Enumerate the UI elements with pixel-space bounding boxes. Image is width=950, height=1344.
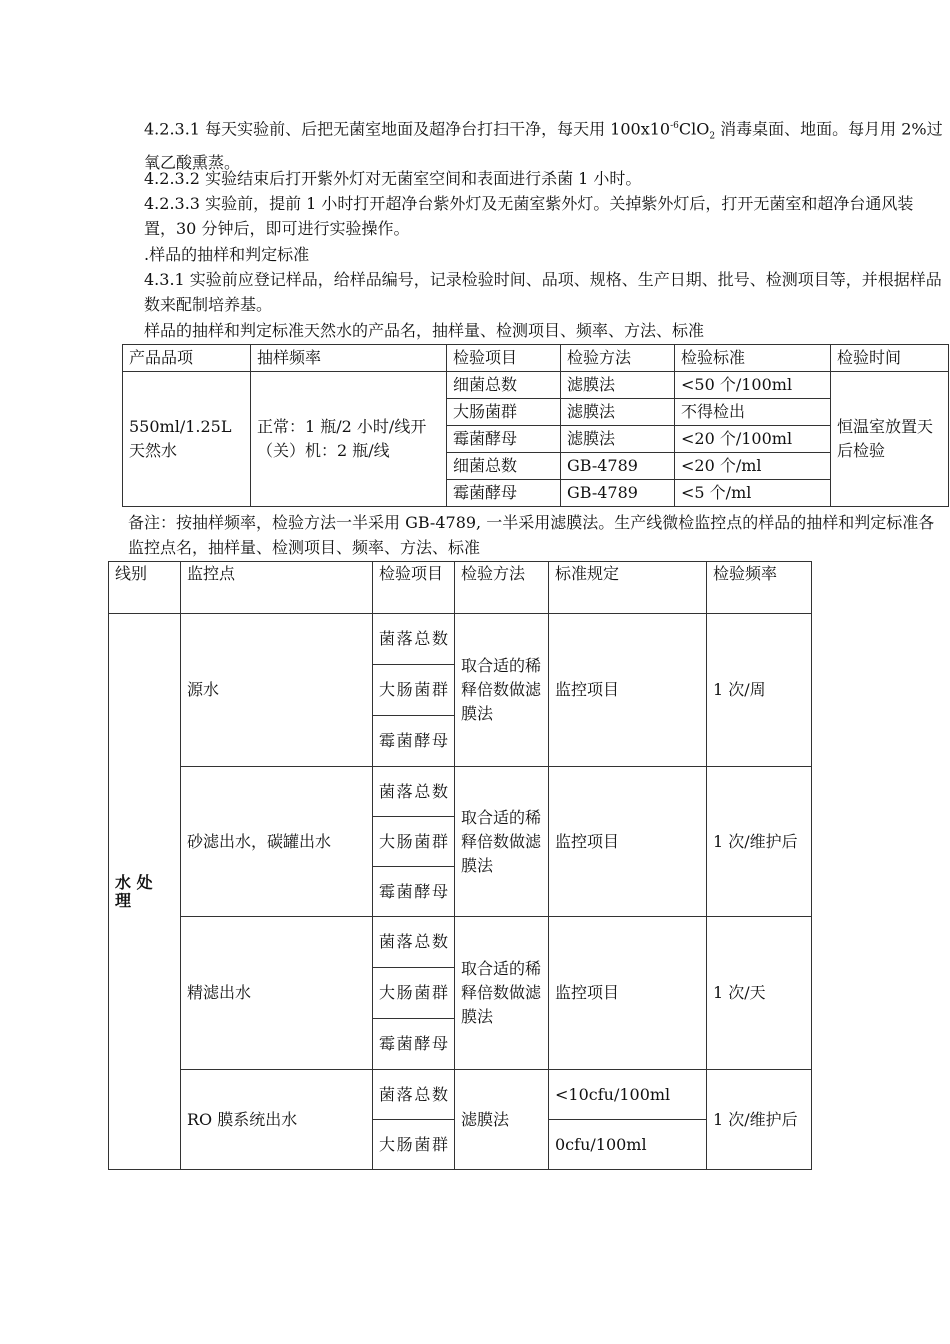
standard-cell: <5 个/ml: [675, 480, 831, 507]
item-cell: 大肠菌群: [373, 817, 455, 867]
point-cell: 源水: [181, 614, 373, 767]
standard-cell: 0cfu/100ml: [549, 1120, 707, 1170]
header-cell: 产品品项: [123, 345, 251, 372]
paragraph-4-2-3-2: 4.2.3.2 实验结束后打开紫外灯对无菌室空间和表面进行杀菌 1 小时。: [144, 169, 642, 188]
method-cell: 滤膜法: [561, 372, 675, 399]
header-cell: 监控点: [181, 562, 373, 614]
section-heading: .样品的抽样和判定标准: [144, 245, 310, 264]
sampling-table-natural-water: [122, 344, 949, 507]
item-cell: 大肠菌群: [373, 665, 455, 716]
table-header-row: [123, 345, 949, 372]
method-cell: 取合适的稀释倍数做滤膜法: [455, 767, 549, 917]
table1-caption: 样品的抽样和判定标准天然水的产品名，抽样量、检测项目、频率、方法、标准: [144, 321, 705, 340]
time-cell: 恒温室放置天后检验: [831, 372, 949, 507]
freq-cell: 1 次/天: [707, 917, 812, 1070]
freq-cell: 1 次/维护后: [707, 767, 812, 917]
frequency-cell: 正常：1 瓶/2 小时/线开（关）机：2 瓶/线: [251, 372, 447, 507]
table-row: [109, 1070, 812, 1120]
header-cell: 检验时间: [831, 345, 949, 372]
p1-sup: -6: [670, 121, 679, 131]
header-cell: 标准规定: [549, 562, 707, 614]
p1-mid: ClO: [678, 119, 710, 139]
item-cell: 霉菌酵母: [447, 426, 561, 453]
p1-sub: 2: [709, 131, 716, 142]
item-cell: 大肠菌群: [447, 399, 561, 426]
header-cell: 抽样频率: [251, 345, 447, 372]
freq-cell: 1 次/周: [707, 614, 812, 767]
line-label: 水 处 理: [115, 872, 153, 910]
table-row: [109, 767, 812, 817]
paragraph-4-3-1: 4.3.1 实验前应登记样品，给样品编号，记录检验时间、品项、规格、生产日期、批号、检测项目等，并根据样品数来配制培养基。: [144, 270, 942, 314]
method-cell: GB-4789: [561, 453, 675, 480]
point-cell: 砂滤出水，碳罐出水: [181, 767, 373, 917]
method-cell: 滤膜法: [455, 1070, 549, 1170]
standard-cell: 不得检出: [675, 399, 831, 426]
monitoring-table-water-treatment: [108, 561, 812, 1170]
table-row: [109, 917, 812, 968]
table-row: [123, 372, 949, 399]
header-cell: 检验标准: [675, 345, 831, 372]
method-cell: 滤膜法: [561, 399, 675, 426]
line-cell: [109, 614, 181, 1170]
product-cell: 550ml/1.25L 天然水: [123, 372, 251, 507]
standard-cell: 监控项目: [549, 767, 707, 917]
item-cell: 菌落总数: [373, 1070, 455, 1120]
method-cell: 取合适的稀释倍数做滤膜法: [455, 614, 549, 767]
header-cell: 检验项目: [373, 562, 455, 614]
header-cell: 检验方法: [561, 345, 675, 372]
item-cell: 霉菌酵母: [373, 1019, 455, 1070]
header-cell: 检验方法: [455, 562, 549, 614]
standard-cell: 监控项目: [549, 917, 707, 1070]
item-cell: 菌落总数: [373, 917, 455, 968]
table-row: [109, 614, 812, 665]
p1-end: 消毒桌面、地面。每月用 2%过氧乙酸熏蒸。: [144, 119, 943, 172]
standard-cell: <10cfu/100ml: [549, 1070, 707, 1120]
item-cell: 细菌总数: [447, 453, 561, 480]
header-cell: 检验项目: [447, 345, 561, 372]
paragraph-4-2-3-3: 4.2.3.3 实验前，提前 1 小时打开超净台紫外灯及无菌室紫外灯。关掉紫外灯后，打开无菌室和超净台通风装置，30 分钟后，即可进行实验操作。: [144, 194, 914, 238]
point-cell: 精滤出水: [181, 917, 373, 1070]
header-cell: 线别: [109, 562, 181, 614]
method-cell: 取合适的稀释倍数做滤膜法: [455, 917, 549, 1070]
standard-cell: <50 个/100ml: [675, 372, 831, 399]
item-cell: 霉菌酵母: [373, 716, 455, 767]
item-cell: 霉菌酵母: [373, 867, 455, 917]
item-cell: 大肠菌群: [373, 1120, 455, 1170]
item-cell: 菌落总数: [373, 614, 455, 665]
item-cell: 大肠菌群: [373, 968, 455, 1019]
table1-note: 备注：按抽样频率，检验方法一半采用 GB-4789, 一半采用滤膜法。生产线微检监控点的样品的抽样和判定标准各监控点名，抽样量、检测项目、频率、方法、标准: [128, 513, 935, 557]
p1-text: 4.2.3.1 每天实验前、后把无菌室地面及超净台打扫干净，每天用 100x10: [144, 119, 671, 139]
point-cell: RO 膜系统出水: [181, 1070, 373, 1170]
freq-cell: 1 次/维护后: [707, 1070, 812, 1170]
standard-cell: <20 个/100ml: [675, 426, 831, 453]
standard-cell: <20 个/ml: [675, 453, 831, 480]
item-cell: 菌落总数: [373, 767, 455, 817]
table-header-row: [109, 562, 812, 614]
standard-cell: 监控项目: [549, 614, 707, 767]
item-cell: 霉菌酵母: [447, 480, 561, 507]
method-cell: GB-4789: [561, 480, 675, 507]
header-cell: 检验频率: [707, 562, 812, 614]
method-cell: 滤膜法: [561, 426, 675, 453]
item-cell: 细菌总数: [447, 372, 561, 399]
